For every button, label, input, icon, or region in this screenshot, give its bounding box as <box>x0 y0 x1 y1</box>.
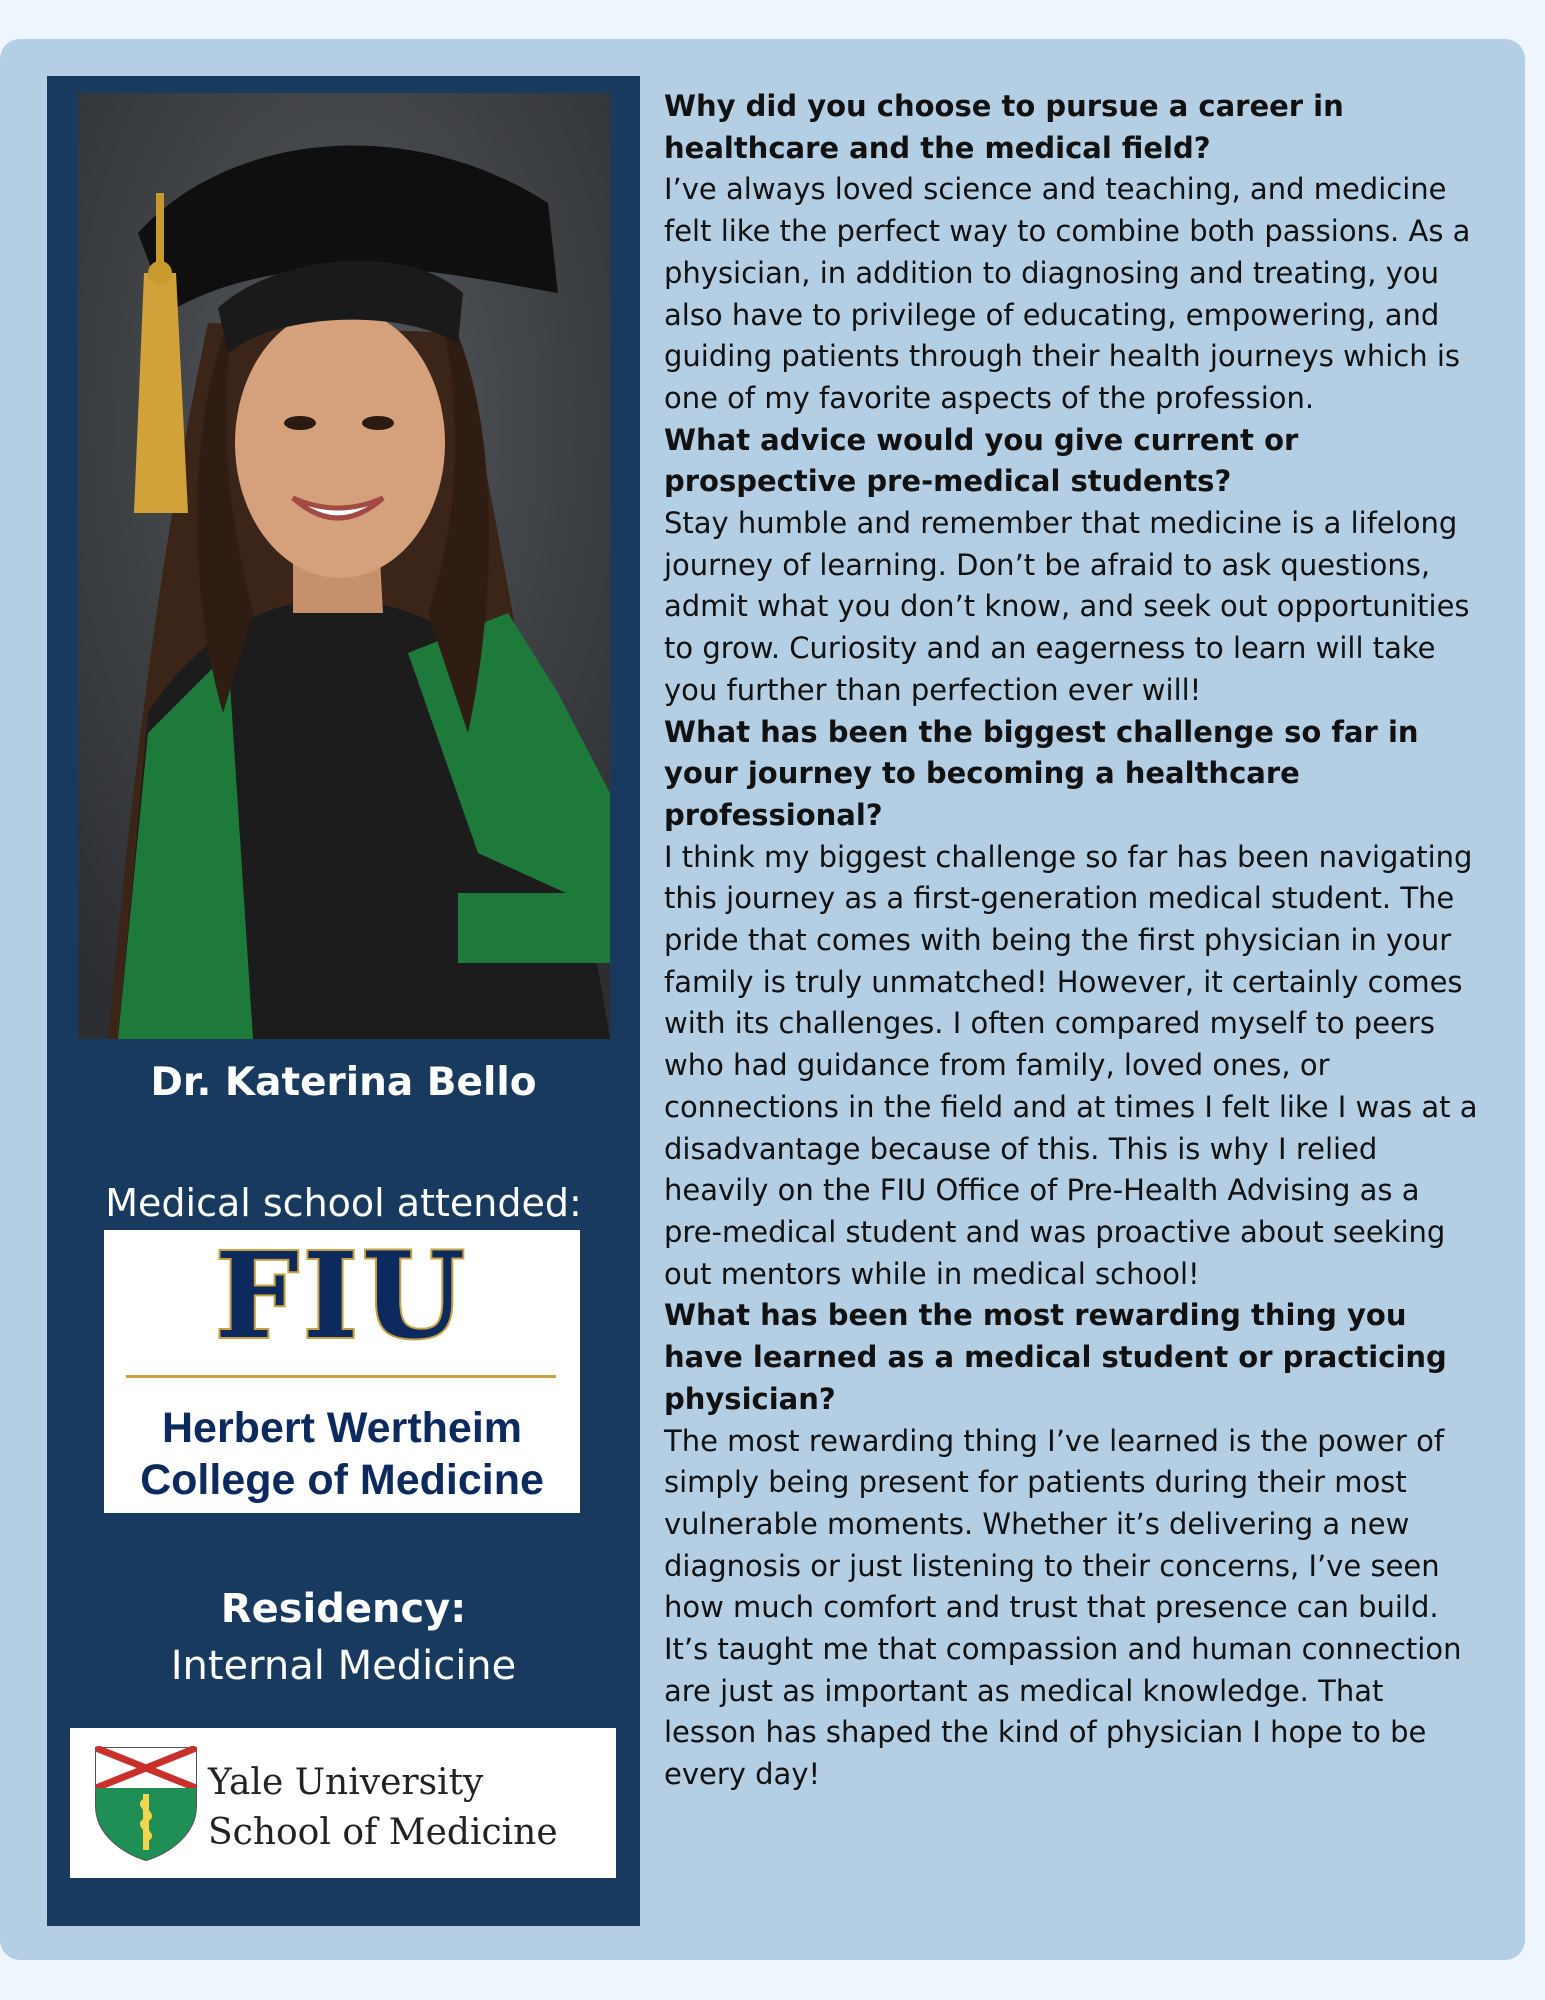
medical-school-label: Medical school attended: <box>105 1181 582 1225</box>
residency-value: Internal Medicine <box>170 1643 517 1689</box>
question-2: What advice would you give current or prospective pre-medical students? <box>664 422 1299 499</box>
yale-logo-line-2: School of Medicine <box>208 1812 558 1853</box>
fiu-logo-line-1: Herbert Wertheim <box>161 1404 523 1452</box>
answer-4: The most rewarding thing I’ve learned is the power of simply being present for patients during their most vulnerable moments. Whether it’s delivering a new diagnosis or just listening to their concerns, I’ve seen how much comfort and trust that presence can build. It’s taught me that compassion and human connection are just as important as medical knowledge. That lesson has shaped the kind of physician I hope to be every day! <box>664 1423 1462 1792</box>
yale-logo <box>70 1728 616 1878</box>
question-1: Why did you choose to pursue a career in healthcare and the medical field? <box>664 89 1344 165</box>
profile-sidebar <box>47 76 640 1926</box>
yale-shield-icon <box>94 1746 198 1862</box>
answer-2: Stay humble and remember that medicine is a lifelong journey of learning. Don’t be afraid to ask questions, admit what you don’t know, and seek out opportunities to grow. Curiosity and an eagerness to learn will take you further than perfection ever will! <box>664 506 1470 707</box>
fiu-logo <box>104 1226 580 1513</box>
fiu-logo-wordmark: FIU <box>215 1226 469 1365</box>
fiu-logo-line-2: College of Medicine <box>140 1456 544 1504</box>
fiu-logo-divider <box>126 1375 556 1378</box>
interview-qa <box>664 86 1484 1796</box>
portrait-photo <box>78 93 610 1039</box>
yale-logo-line-1: Yale University <box>208 1762 484 1803</box>
doctor-name: Dr. Katerina Bello <box>150 1060 537 1105</box>
question-3: What has been the biggest challenge so far in your journey to becoming a healthcare professional? <box>664 714 1419 832</box>
answer-1: I’ve always loved science and teaching, and medicine felt like the perfect way to combine both passions. As a physician, in addition to diagnosing and treating, you also have to privilege of educating, empowering, and guiding patients through their health journeys which is one of my favorite aspects of the profession. <box>664 172 1471 415</box>
question-4: What has been the most rewarding thing you have learned as a medical student or practicing physician? <box>664 1298 1447 1416</box>
residency-heading: Residency: <box>220 1586 467 1632</box>
answer-3: I think my biggest challenge so far has been navigating this journey as a first-generation medical student. The pride that comes with being the first physician in your family is truly unmatched! However, it certainly comes with its challenges. I often compared myself to peers who had guidance from family, loved ones, or connections in the field and at times I felt like I was at a disadvantage because of this. This is why I relied heavily on the FIU Office of Pre-Health Advising as a pre-medical student and was proactive about seeking out mentors while in medical school! <box>664 839 1478 1291</box>
